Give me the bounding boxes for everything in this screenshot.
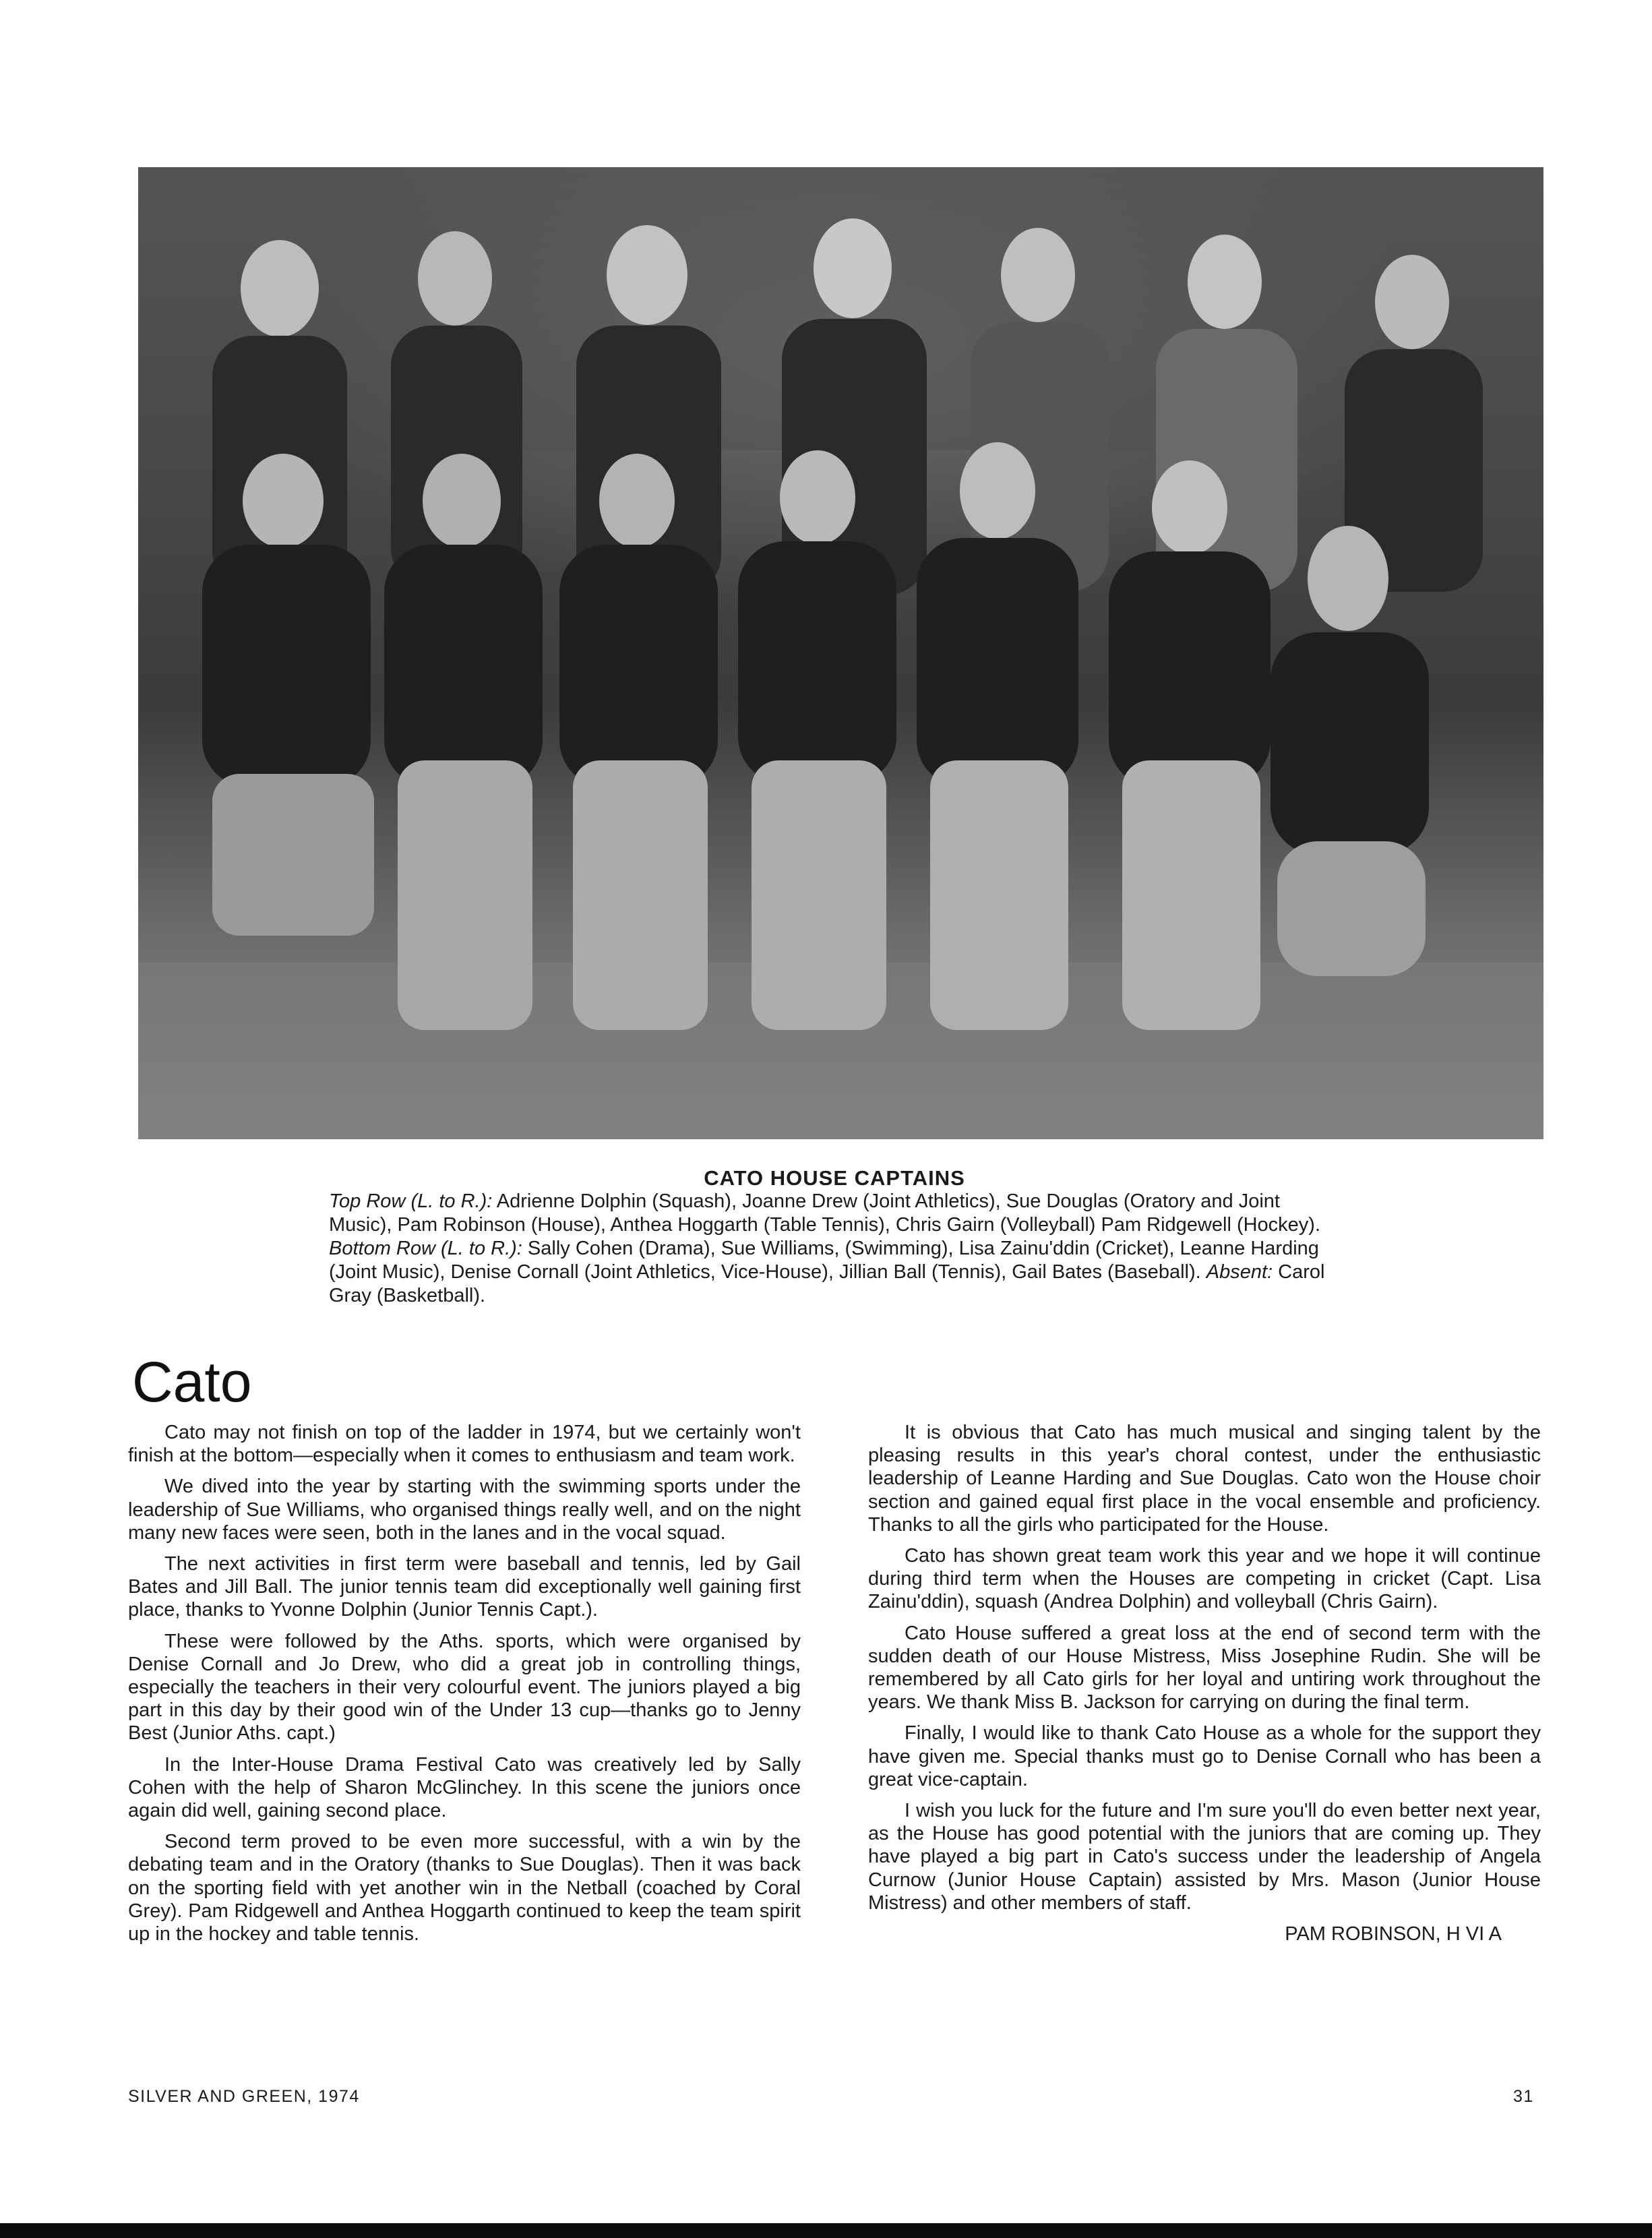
article-heading: Cato xyxy=(132,1350,252,1414)
paragraph: We dived into the year by starting with the swimming sports under the leadership of Sue Williams, who organised things really well, and on the night many new faces were seen, both in the lanes and in the vocal squad. xyxy=(128,1476,801,1544)
paragraph: The next activities in first term were baseball and tennis, led by Gail Bates and Jill Ball. The junior tennis team did exceptionally well gaining first place, thanks to Yvonne Dolphin (Junior Tennis Capt.). xyxy=(128,1553,801,1621)
caption-title: CATO HOUSE CAPTAINS xyxy=(704,1166,965,1190)
paragraph: Second term proved to be even more successful, with a win by the debating team and in the Oratory (thanks to Sue Douglas). Then it was back on the sporting field with yet another win in the Netball (coached by Coral Grey). Pam Ridgewell and Anthea Hoggarth continued to keep the team spirit up in the hockey and table tennis. xyxy=(128,1831,801,1945)
paragraph: Finally, I would like to thank Cato House as a whole for the support they have given me. Special thanks must go to Denise Cornall who has been a great vice-captain. xyxy=(868,1722,1541,1790)
author-signature: PAM ROBINSON, H VI A xyxy=(1285,1923,1502,1945)
article-right-column xyxy=(868,1421,1541,1954)
bottom-row-label: Bottom Row (L. to R.): xyxy=(329,1238,522,1259)
paragraph: Cato House suffered a great loss at the end of second term with the sudden death of our House Mistress, Miss Josephine Rudin. She will be remembered by all Cato girls for her loyal and untiring work throughout the years. We thank Miss B. Jackson for carrying on during the final term. xyxy=(868,1622,1541,1714)
photo-caption xyxy=(329,1166,1340,1308)
caption-top-row xyxy=(329,1190,1340,1237)
absent-names: Carol Gray (Basketball). xyxy=(329,1261,1325,1306)
paragraph: It is obvious that Cato has much musical and singing talent by the pleasing results in this year's choral contest, under the enthusiastic leadership of Leanne Harding and Sue Douglas. Cato won the House choir section and gained equal first place in the vocal ensemble and proficiency. Thanks to all the girls who participated for the House. xyxy=(868,1422,1541,1536)
page-edge-bar xyxy=(0,2223,1652,2238)
article-left-column xyxy=(128,1421,801,1954)
page-number: 31 xyxy=(1513,2087,1534,2106)
top-row-names: Adrienne Dolphin (Squash), Joanne Drew (Joint Athletics), Sue Douglas (Oratory and Joint Music), Pam Robinson (House), Anthea Hoggarth (Table Tennis), Chris Gairn (Volleyball) Pam Ridgewell (Hockey). xyxy=(329,1190,1321,1236)
absent-label: Absent: xyxy=(1206,1261,1273,1283)
group-photo xyxy=(138,167,1543,1139)
group-photo-icon xyxy=(138,167,1543,1139)
paragraph: These were followed by the Aths. sports, which were organised by Denise Cornall and Jo Drew, who did a great job in controlling things, especially the teachers in their very colourful event. The juniors played a big part in this day by their good win of the Under 13 cup—thanks go to Jenny Best (Junior Aths. capt.) xyxy=(128,1630,801,1745)
caption-bottom-row xyxy=(329,1237,1340,1308)
paragraph: I wish you luck for the future and I'm sure you'll do even better next year, as the House has good potential with the juniors that are coming up. They have played a big part in Cato's success under the leadership of Angela Curnow (Junior House Captain) assisted by Mrs. Mason (Junior House Mistress) and other members of staff. xyxy=(868,1800,1541,1914)
paragraph: Cato may not finish on top of the ladder in 1974, but we certainly won't finish at the bottom—especially when it comes to enthusiasm and team work. xyxy=(128,1422,801,1467)
bottom-row-names: Sally Cohen (Drama), Sue Williams, (Swimming), Lisa Zainu'ddin (Cricket), Leanne Harding (Joint Music), Denise Cornall (Joint Athletics, Vice-House), Jillian Ball (Tennis), Gail Bates (Baseball). xyxy=(329,1238,1319,1283)
paragraph: In the Inter-House Drama Festival Cato was creatively led by Sally Cohen with the help of Sharon McGlinchey. In this scene the juniors once again did well, gaining second place. xyxy=(128,1753,801,1822)
paragraph: Cato has shown great team work this year and we hope it will continue during third term when the Houses are competing in cricket (Capt. Lisa Zainu'ddin), squash (Andrea Dolphin) and volleyball (Chris Gairn). xyxy=(868,1545,1541,1613)
top-row-label: Top Row (L. to R.): xyxy=(329,1190,493,1212)
publication-footer: SILVER AND GREEN, 1974 xyxy=(128,2087,360,2106)
